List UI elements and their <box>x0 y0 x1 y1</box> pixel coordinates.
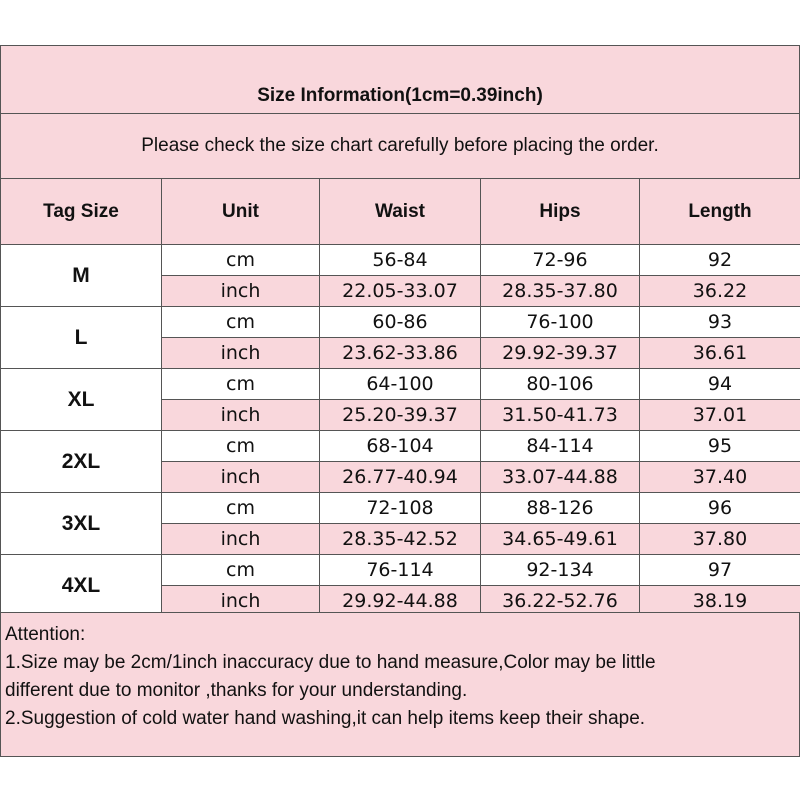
length-cell: 37.01 <box>640 400 800 431</box>
tag-size-cell: XL <box>1 369 162 431</box>
hips-cell: 76-100 <box>481 307 640 338</box>
tag-size-cell: 3XL <box>1 493 162 555</box>
waist-cell: 68-104 <box>320 431 481 462</box>
hips-cell: 28.35-37.80 <box>481 276 640 307</box>
size-chart <box>0 45 800 757</box>
unit-cell: inch <box>162 400 320 431</box>
header-unit: Unit <box>162 179 320 245</box>
length-cell: 95 <box>640 431 800 462</box>
hips-cell: 33.07-44.88 <box>481 462 640 493</box>
unit-cell: inch <box>162 338 320 369</box>
waist-cell: 26.77-40.94 <box>320 462 481 493</box>
size-table <box>0 178 800 617</box>
hips-cell: 31.50-41.73 <box>481 400 640 431</box>
size-chart-notice: Please check the size chart carefully before placing the order. <box>0 113 800 179</box>
length-cell: 93 <box>640 307 800 338</box>
waist-cell: 28.35-42.52 <box>320 524 481 555</box>
unit-cell: inch <box>162 276 320 307</box>
table-header-row <box>1 179 800 245</box>
attention-line: different due to monitor ,thanks for your understanding. <box>5 680 468 701</box>
table-row <box>1 555 800 586</box>
waist-cell: 64-100 <box>320 369 481 400</box>
attention-heading: Attention: <box>5 624 86 645</box>
header-hips: Hips <box>481 179 640 245</box>
tag-size-cell: 2XL <box>1 431 162 493</box>
header-waist: Waist <box>320 179 481 245</box>
waist-cell: 23.62-33.86 <box>320 338 481 369</box>
hips-cell: 80-106 <box>481 369 640 400</box>
hips-cell: 92-134 <box>481 555 640 586</box>
hips-cell: 36.22-52.76 <box>481 586 640 617</box>
length-cell: 38.19 <box>640 586 800 617</box>
unit-cell: inch <box>162 462 320 493</box>
hips-cell: 34.65-49.61 <box>481 524 640 555</box>
table-row <box>1 307 800 338</box>
unit-cell: cm <box>162 369 320 400</box>
attention-line: 2.Suggestion of cold water hand washing,it can help items keep their shape. <box>5 708 646 729</box>
hips-cell: 29.92-39.37 <box>481 338 640 369</box>
length-cell: 92 <box>640 245 800 276</box>
tag-size-cell: L <box>1 307 162 369</box>
size-chart-title: Size Information(1cm=0.39inch) <box>0 45 800 114</box>
waist-cell: 56-84 <box>320 245 481 276</box>
length-cell: 36.61 <box>640 338 800 369</box>
table-row <box>1 369 800 400</box>
length-cell: 94 <box>640 369 800 400</box>
header-tag-size: Tag Size <box>1 179 162 245</box>
unit-cell: cm <box>162 431 320 462</box>
table-row <box>1 245 800 276</box>
length-cell: 97 <box>640 555 800 586</box>
unit-cell: inch <box>162 524 320 555</box>
waist-cell: 22.05-33.07 <box>320 276 481 307</box>
unit-cell: inch <box>162 586 320 617</box>
waist-cell: 25.20-39.37 <box>320 400 481 431</box>
unit-cell: cm <box>162 245 320 276</box>
hips-cell: 72-96 <box>481 245 640 276</box>
waist-cell: 72-108 <box>320 493 481 524</box>
table-row <box>1 493 800 524</box>
unit-cell: cm <box>162 493 320 524</box>
tag-size-cell: 4XL <box>1 555 162 617</box>
attention-line: 1.Size may be 2cm/1inch inaccuracy due to hand measure,Color may be little <box>5 652 656 673</box>
unit-cell: cm <box>162 555 320 586</box>
table-row <box>1 431 800 462</box>
length-cell: 37.40 <box>640 462 800 493</box>
hips-cell: 88-126 <box>481 493 640 524</box>
attention-notes <box>0 612 800 757</box>
length-cell: 96 <box>640 493 800 524</box>
header-length: Length <box>640 179 800 245</box>
unit-cell: cm <box>162 307 320 338</box>
waist-cell: 76-114 <box>320 555 481 586</box>
tag-size-cell: M <box>1 245 162 307</box>
waist-cell: 29.92-44.88 <box>320 586 481 617</box>
length-cell: 37.80 <box>640 524 800 555</box>
waist-cell: 60-86 <box>320 307 481 338</box>
length-cell: 36.22 <box>640 276 800 307</box>
hips-cell: 84-114 <box>481 431 640 462</box>
